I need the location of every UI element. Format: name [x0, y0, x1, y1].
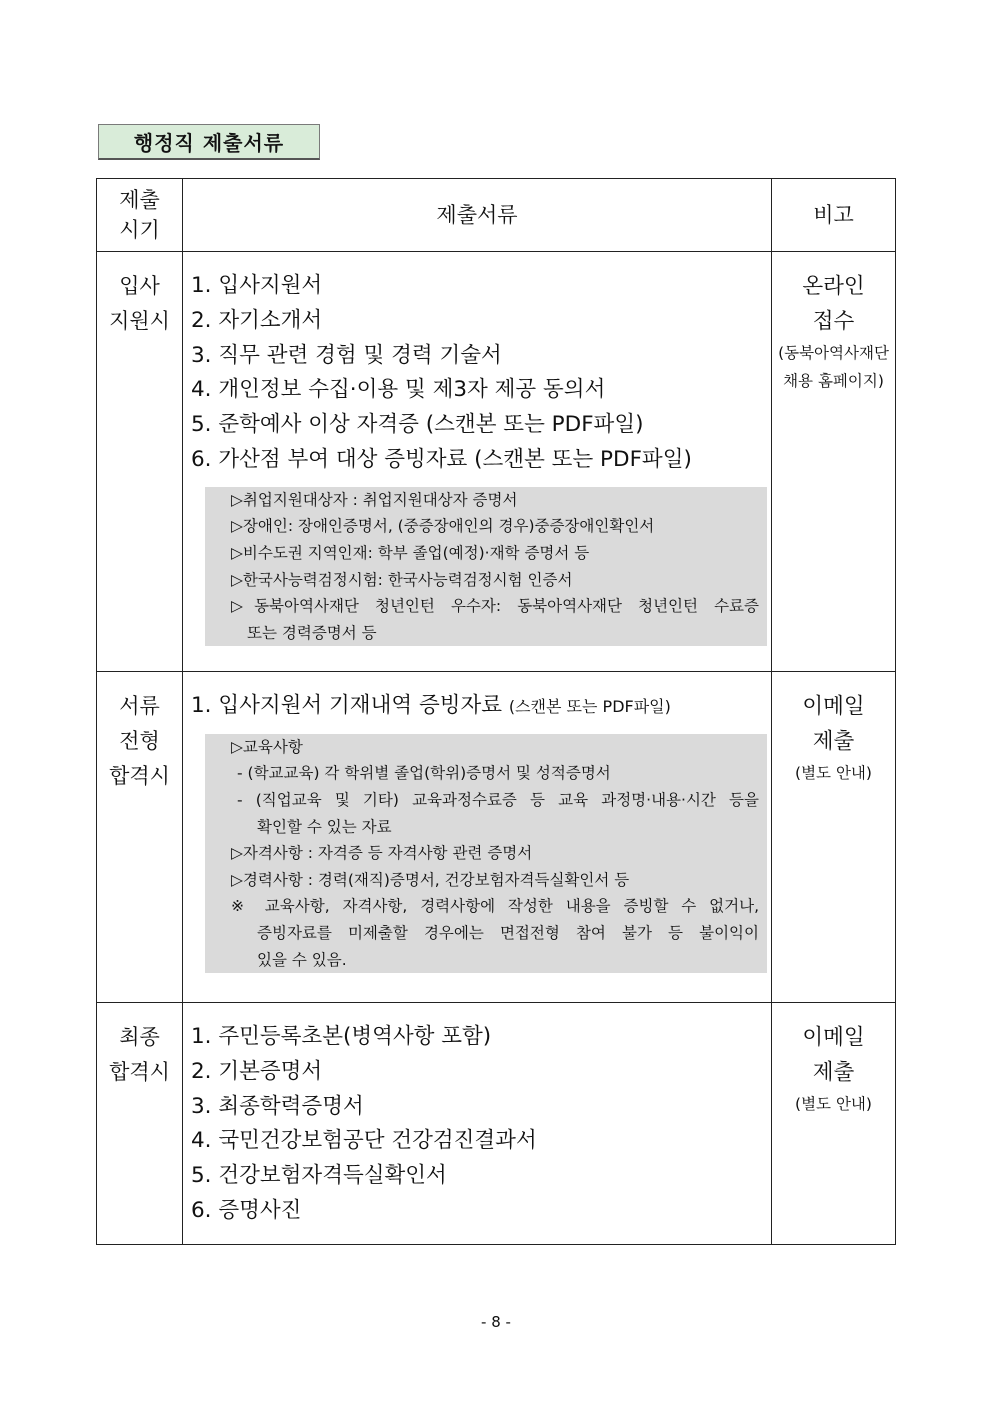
note-line: 제출 — [812, 729, 855, 754]
detail-line: ▷한국사능력검정시험: 한국사능력검정시험 인증서 — [231, 570, 573, 589]
list-item: 6. 가산점 부여 대상 증빙자료 (스캔본 또는 PDF파일) — [191, 446, 692, 472]
detail-line: ▷장애인: 장애인증명서, (중증장애인의 경우)중증장애인확인서 — [231, 517, 655, 536]
timing-cell — [97, 252, 183, 672]
list-item — [191, 689, 771, 725]
section-title: 행정직 제출서류 — [98, 124, 320, 160]
list-item: 4. 국민건강보험공단 건강검진결과서 — [191, 1128, 537, 1154]
detail-line: ▷교육사항 — [231, 737, 303, 756]
list-item: 6. 증명사진 — [191, 1197, 302, 1223]
header-timing: 제출 시기 — [97, 179, 183, 252]
detail-line: 있을 수 있음. — [257, 950, 347, 969]
note-sub: 채용 홈페이지) — [783, 372, 884, 390]
list-item: 2. 자기소개서 — [191, 307, 323, 333]
detail-box — [205, 734, 767, 973]
list-item: 4. 개인정보 수집·이용 및 제3자 제공 동의서 — [191, 377, 606, 403]
list-item: 5. 준학예사 이상 자격증 (스캔본 또는 PDF파일) — [191, 412, 644, 438]
header-note: 비고 — [772, 179, 896, 252]
detail-line: 증빙자료를 미제출할 경우에는 면접전형 참여 불가 등 불이익이 — [257, 923, 759, 942]
note-line: 접수 — [812, 309, 855, 334]
detail-line: ▷자격사항 : 자격증 등 자격사항 관련 증명서 — [231, 844, 533, 863]
detail-line: ▷경력사항 : 경력(재직)증명서, 건강보험자격득실확인서 등 — [231, 870, 630, 889]
timing-label: 지원시 — [109, 309, 170, 333]
docs-cell — [183, 1003, 772, 1245]
detail-line: ▷취업지원대상자 : 취업지원대상자 증명서 — [231, 490, 518, 509]
note-sub: (동북아역사재단 — [778, 344, 889, 362]
docs-cell — [183, 672, 772, 1003]
timing-label: 전형 — [119, 729, 160, 753]
detail-box — [205, 487, 767, 647]
detail-line: - (학교교육) 각 학위별 졸업(학위)증명서 및 성적증명서 — [237, 764, 611, 783]
timing-cell — [97, 1003, 183, 1245]
timing-label: 입사 — [119, 274, 160, 298]
list-item: 3. 직무 관련 경험 및 경력 기술서 — [191, 342, 502, 368]
note-line: 이메일 — [802, 694, 865, 719]
document-list — [191, 1020, 771, 1229]
table-row — [97, 252, 896, 672]
note-line: 이메일 — [802, 1025, 865, 1050]
list-item: 5. 건강보험자격득실확인서 — [191, 1163, 447, 1189]
note-cell — [772, 1003, 896, 1245]
list-item: 1. 주민등록초본(병역사항 포함) — [191, 1024, 492, 1049]
page-number: - 8 - — [481, 1313, 511, 1331]
note-sub: (별도 안내) — [795, 764, 872, 782]
timing-cell — [97, 672, 183, 1003]
table-header-row — [97, 179, 896, 252]
document-list — [191, 269, 771, 478]
detail-line: - (직업교육 및 기타) 교육과정수료증 등 교육 과정명·내용·시간 등을 — [237, 790, 759, 809]
docs-cell — [183, 252, 772, 672]
list-item: 3. 최종학력증명서 — [191, 1093, 364, 1119]
note-sub: (별도 안내) — [795, 1095, 872, 1113]
list-item: 1. 입사지원서 — [191, 273, 323, 298]
timing-label: 최종 — [119, 1025, 160, 1049]
list-item: 2. 기본증명서 — [191, 1058, 323, 1084]
header-docs: 제출서류 — [183, 179, 772, 252]
detail-line: ▷비수도권 지역인재: 학부 졸업(예정)·재학 증명서 등 — [231, 543, 590, 562]
note-line: 제출 — [812, 1060, 855, 1085]
detail-line: ※ 교육사항, 자격사항, 경력사항에 작성한 내용을 증빙할 수 없거나, — [231, 897, 759, 916]
documents-table — [96, 178, 896, 1245]
table-row — [97, 672, 896, 1003]
note-cell — [772, 672, 896, 1003]
note-cell — [772, 252, 896, 672]
timing-label: 서류 — [119, 694, 160, 718]
item-main: 1. 입사지원서 기재내역 증빙자료 — [191, 693, 503, 718]
detail-line: 확인할 수 있는 자료 — [257, 817, 392, 836]
note-line: 온라인 — [802, 274, 865, 299]
timing-label: 합격시 — [109, 764, 170, 788]
document-list — [191, 689, 771, 725]
detail-line: ▷동북아역사재단 청년인턴 우수자: 동북아역사재단 청년인턴 수료증 — [231, 597, 759, 616]
timing-label: 합격시 — [109, 1060, 170, 1084]
item-small: (스캔본 또는 PDF파일) — [508, 697, 671, 716]
table-row — [97, 1003, 896, 1245]
detail-line: 또는 경력증명서 등 — [247, 623, 377, 642]
